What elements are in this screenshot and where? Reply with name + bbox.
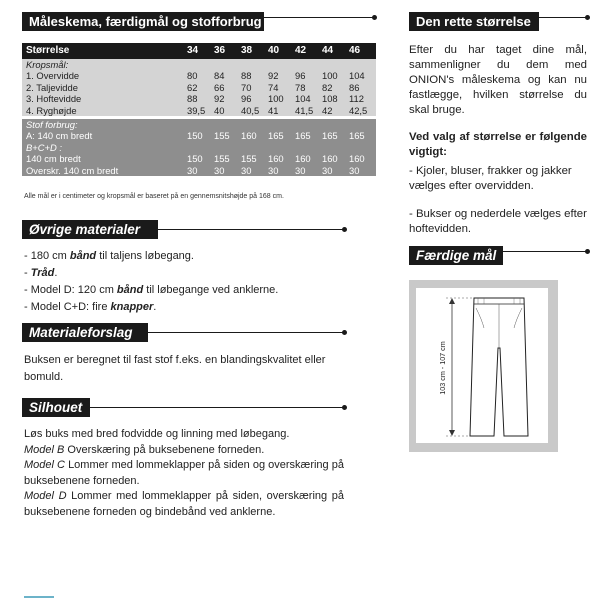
table-cell: 30 [295,165,322,176]
table-row [22,153,376,164]
material-suggestion-header: Materialeforslag [22,323,148,342]
col-size: 46 [349,43,376,59]
figure-inner [416,288,548,443]
finished-measures-figure [409,280,558,452]
materials-list [24,248,354,316]
materials-item-emphasis: bånd [69,250,97,262]
table-cell [268,142,295,153]
table-cell: 30 [187,165,214,176]
table-cell: 78 [295,82,322,93]
table-cell: 30 [268,165,295,176]
table-cell: 96 [241,93,268,104]
table-row [22,82,376,93]
table-cell: 108 [322,93,349,104]
body-measure-label-row [22,59,376,70]
arrow-down-icon [449,430,455,436]
table-cell: 160 [268,153,295,164]
table-cell: 40,5 [241,105,268,116]
material-suggestion-rule [148,332,344,333]
silhouette-header: Silhouet [22,398,90,417]
table-cell: 82 [322,82,349,93]
table-cell [241,142,268,153]
col-size: 34 [187,43,214,59]
bottom-accent-mark [24,596,54,598]
table-row [22,93,376,104]
materials-item-prefix: - [24,267,31,279]
col-size: 44 [322,43,349,59]
table-cell: 160 [322,153,349,164]
table-cell: 30 [214,165,241,176]
right-size-rule [539,17,587,18]
materials-header: Øvrige materialer [22,220,158,239]
right-size-body [409,43,587,237]
table-cell [214,142,241,153]
col-size: 40 [268,43,295,59]
finished-measures-rule [503,251,587,252]
table-cell: 42 [322,105,349,116]
length-label: 103 cm - 107 cm [438,341,447,395]
table-cell: 39,5 [187,105,214,116]
materials-item-prefix: - Model C+D: fire [24,301,111,313]
table-cell: 66 [214,82,241,93]
finished-measures-rule-end [585,249,590,254]
table-cell: 96 [295,70,322,81]
size-chart-header: Måleskema, færdigmål og stofforbrug [22,12,264,31]
table-cell [322,142,349,153]
finished-measures-header: Færdige mål [409,246,503,265]
table-cell: 104 [349,70,376,81]
table-cell: 112 [349,93,376,104]
table-cell: 84 [214,70,241,81]
table-cell: 165 [268,130,295,141]
silhouette-rule [90,407,344,408]
materials-item-emphasis: bånd [116,284,144,296]
right-size-intro: Efter du har taget dine mål, sammenligner du dem med ONION's måleskema og kan nu fastlægge, hvilken størrelse du skal bruge. [409,44,587,116]
silhouette-models [24,443,344,521]
fabric-label: Stof forbrug: [22,119,376,130]
table-row [22,165,376,176]
table-cell [187,142,214,153]
table-cell: 155 [241,153,268,164]
table-cell: 160 [295,153,322,164]
materials-item-suffix: til taljens løbegang. [96,250,194,262]
row-label: 4. Ryghøjde [22,105,187,116]
materials-item [24,248,354,265]
table-cell: 165 [349,130,376,141]
row-label: Overskr. 140 cm bredt [22,165,187,176]
silhouette-model-text: Lommer med lommeklapper på siden og overskæring på buksebenene forneden. [24,459,344,487]
body-measure-rows [22,70,376,116]
table-cell: 40 [214,105,241,116]
row-label: B+C+D : [22,142,187,153]
silhouette-model-text: Overskæring på buksebenene forneden. [64,443,265,456]
table-cell: 42,5 [349,105,376,116]
right-size-point: - Bukser og nederdele vælges efter hoftevidden. [409,208,587,235]
table-cell: 104 [295,93,322,104]
table-row [22,70,376,81]
arrow-up-icon [449,298,455,304]
fabric-label-row [22,119,376,130]
silhouette-rule-end [342,405,347,410]
right-size-point: - Kjoler, bluser, frakker og jakker vælges efter overvidden. [409,165,572,192]
table-cell [295,142,322,153]
right-size-header: Den rette størrelse [409,12,539,31]
table-row [22,142,376,153]
table-cell: 70 [241,82,268,93]
materials-item-emphasis: Tråd [30,267,55,279]
right-size-rule-end [585,15,590,20]
pants-illustration [416,288,548,443]
body-measure-label: Kropsmål: [22,59,376,70]
table-cell [349,142,376,153]
table-cell: 155 [214,130,241,141]
materials-rule [158,229,344,230]
table-cell: 30 [241,165,268,176]
materials-item-suffix: . [153,301,157,313]
col-label: Størrelse [22,43,187,59]
col-size: 38 [241,43,268,59]
table-cell: 150 [187,130,214,141]
size-chart-table [22,43,376,176]
table-cell: 86 [349,82,376,93]
table-cell: 150 [187,153,214,164]
silhouette-model [24,443,344,459]
table-cell: 88 [241,70,268,81]
table-cell: 41 [268,105,295,116]
row-label: 1. Overvidde [22,70,187,81]
size-chart-header-row [22,43,376,59]
silhouette-model-text: Lommer med lommeklapper på siden, overskæring på buksebenene forneden og bindebånd ved anklerne. [24,490,345,518]
col-size: 36 [214,43,241,59]
row-label: 140 cm bredt [22,153,187,164]
fabric-rows [22,130,376,176]
table-cell: 80 [187,70,214,81]
table-row [22,130,376,141]
table-cell: 74 [268,82,295,93]
materials-item [24,265,354,282]
table-cell: 155 [214,153,241,164]
table-cell: 92 [268,70,295,81]
materials-item-suffix: til løbegange ved anklerne. [143,284,279,296]
materials-item-emphasis: knapper [110,301,154,313]
size-chart-footnote: Alle mål er i centimeter og kropsmål er baseret på en gennemsnitshøjde på 168 cm. [24,193,284,200]
row-label: 2. Taljevidde [22,82,187,93]
materials-item-prefix: - 180 cm [24,250,70,262]
materials-item [24,299,354,316]
table-cell: 88 [187,93,214,104]
right-size-lead: Ved valg af størrelse er følgende vigtigt: [409,131,587,158]
silhouette-text [24,427,344,520]
table-cell: 165 [322,130,349,141]
col-size: 42 [295,43,322,59]
row-label: A: 140 cm bredt [22,130,187,141]
materials-rule-end [342,227,347,232]
silhouette-model-name: Model B [24,443,65,456]
materials-item-prefix: - Model D: 120 cm [24,284,117,296]
silhouette-model-name: Model C [24,459,65,471]
table-cell: 62 [187,82,214,93]
table-row [22,105,376,116]
table-cell: 160 [349,153,376,164]
material-suggestion-text: Buksen er beregnet til fast stof f.eks. en blandingskvalitet eller bomuld. [24,354,326,383]
material-suggestion-rule-end [342,330,347,335]
size-chart-rule [264,17,374,18]
table-cell: 92 [214,93,241,104]
silhouette-intro: Løs buks med bred fodvidde og linning med løbegang. [24,428,290,440]
materials-item [24,282,354,299]
table-cell: 160 [241,130,268,141]
row-label: 3. Hoftevidde [22,93,187,104]
table-cell: 41,5 [295,105,322,116]
materials-item-suffix: . [54,267,58,279]
size-chart-rule-end [372,15,377,20]
table-cell: 165 [295,130,322,141]
table-cell: 100 [268,93,295,104]
silhouette-model-name: Model D [24,490,67,502]
table-cell: 100 [322,70,349,81]
silhouette-model [24,489,344,520]
table-cell: 30 [322,165,349,176]
silhouette-model [24,458,344,489]
table-cell: 30 [349,165,376,176]
